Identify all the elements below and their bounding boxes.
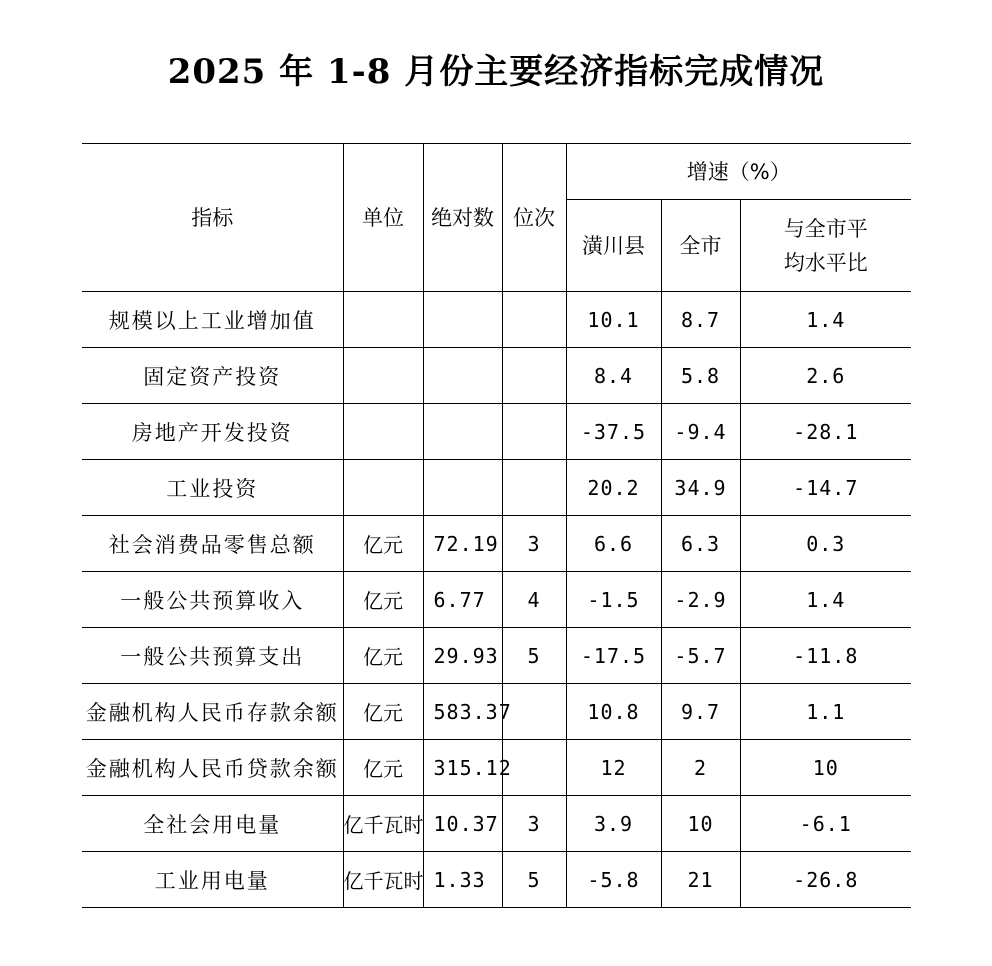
cell-absolute — [423, 460, 502, 516]
cell-city-growth: 5.8 — [661, 348, 740, 404]
cell-rank: 5 — [502, 852, 566, 908]
cell-county-growth: -17.5 — [566, 628, 661, 684]
cell-absolute: 29.93 — [423, 628, 502, 684]
cell-indicator-name: 金融机构人民币存款余额 — [82, 684, 343, 740]
cell-city-growth: 10 — [661, 796, 740, 852]
cell-rank — [502, 292, 566, 348]
cell-unit: 亿元 — [343, 628, 423, 684]
cell-indicator-name: 社会消费品零售总额 — [82, 516, 343, 572]
cell-compare: 10 — [740, 740, 911, 796]
cell-indicator-name: 全社会用电量 — [82, 796, 343, 852]
cell-county-growth: 6.6 — [566, 516, 661, 572]
cell-county-growth: 10.1 — [566, 292, 661, 348]
cell-unit — [343, 292, 423, 348]
cell-county-growth: 20.2 — [566, 460, 661, 516]
cell-compare: 1.1 — [740, 684, 911, 740]
cell-absolute — [423, 404, 502, 460]
cell-county-growth: 8.4 — [566, 348, 661, 404]
cell-absolute — [423, 292, 502, 348]
cell-county-growth: 12 — [566, 740, 661, 796]
cell-unit: 亿元 — [343, 684, 423, 740]
cell-city-growth: -9.4 — [661, 404, 740, 460]
cell-county-growth: 10.8 — [566, 684, 661, 740]
cell-compare: -28.1 — [740, 404, 911, 460]
cell-indicator-name: 工业用电量 — [82, 852, 343, 908]
cell-rank — [502, 404, 566, 460]
header-absolute: 绝对数 — [423, 144, 502, 292]
cell-city-growth: 6.3 — [661, 516, 740, 572]
table-row — [82, 852, 911, 908]
table-row — [82, 404, 911, 460]
cell-rank: 3 — [502, 796, 566, 852]
cell-compare: -26.8 — [740, 852, 911, 908]
header-compare — [740, 200, 911, 292]
cell-rank: 5 — [502, 628, 566, 684]
cell-absolute: 315.12 — [423, 740, 502, 796]
cell-absolute: 1.33 — [423, 852, 502, 908]
cell-compare: 1.4 — [740, 572, 911, 628]
cell-unit: 亿千瓦时 — [343, 852, 423, 908]
table-row — [82, 628, 911, 684]
cell-city-growth: 34.9 — [661, 460, 740, 516]
header-unit: 单位 — [343, 144, 423, 292]
header-compare-line1: 与全市平 — [783, 216, 868, 241]
cell-absolute: 72.19 — [423, 516, 502, 572]
cell-indicator-name: 一般公共预算收入 — [82, 572, 343, 628]
cell-county-growth: -1.5 — [566, 572, 661, 628]
cell-rank: 3 — [502, 516, 566, 572]
header-rank: 位次 — [502, 144, 566, 292]
cell-indicator-name: 规模以上工业增加值 — [82, 292, 343, 348]
page-title: 2025 年 1-8 月份主要经济指标完成情况 — [167, 52, 825, 92]
cell-indicator-name: 工业投资 — [82, 460, 343, 516]
cell-compare: 1.4 — [740, 292, 911, 348]
cell-compare: 0.3 — [740, 516, 911, 572]
cell-compare: -6.1 — [740, 796, 911, 852]
cell-city-growth: 8.7 — [661, 292, 740, 348]
cell-indicator-name: 金融机构人民币贷款余额 — [82, 740, 343, 796]
cell-absolute: 6.77 — [423, 572, 502, 628]
cell-compare: -14.7 — [740, 460, 911, 516]
cell-county-growth: -5.8 — [566, 852, 661, 908]
cell-unit: 亿元 — [343, 572, 423, 628]
cell-absolute: 583.37 — [423, 684, 502, 740]
cell-city-growth: 9.7 — [661, 684, 740, 740]
table-row — [82, 796, 911, 852]
cell-compare: 2.6 — [740, 348, 911, 404]
cell-unit: 亿千瓦时 — [343, 796, 423, 852]
cell-indicator-name: 一般公共预算支出 — [82, 628, 343, 684]
cell-county-growth: 3.9 — [566, 796, 661, 852]
table-row — [82, 348, 911, 404]
header-county: 潢川县 — [566, 200, 661, 292]
table-row — [82, 684, 911, 740]
table-row — [82, 292, 911, 348]
cell-absolute: 10.37 — [423, 796, 502, 852]
cell-city-growth: 2 — [661, 740, 740, 796]
table-row — [82, 572, 911, 628]
cell-city-growth: -2.9 — [661, 572, 740, 628]
header-compare-line2: 均水平比 — [783, 250, 868, 275]
table-row — [82, 516, 911, 572]
cell-unit — [343, 460, 423, 516]
cell-rank: 4 — [502, 572, 566, 628]
cell-compare: -11.8 — [740, 628, 911, 684]
cell-indicator-name: 固定资产投资 — [82, 348, 343, 404]
header-city: 全市 — [661, 200, 740, 292]
cell-indicator-name: 房地产开发投资 — [82, 404, 343, 460]
table-row — [82, 740, 911, 796]
header-growth-group: 增速（%） — [566, 144, 911, 200]
cell-city-growth: -5.7 — [661, 628, 740, 684]
cell-unit — [343, 348, 423, 404]
cell-rank — [502, 348, 566, 404]
cell-unit: 亿元 — [343, 516, 423, 572]
cell-unit: 亿元 — [343, 740, 423, 796]
table-row — [82, 460, 911, 516]
cell-county-growth: -37.5 — [566, 404, 661, 460]
indicators-table — [82, 143, 911, 908]
header-indicator: 指标 — [82, 144, 343, 292]
cell-rank — [502, 460, 566, 516]
cell-unit — [343, 404, 423, 460]
cell-city-growth: 21 — [661, 852, 740, 908]
cell-absolute — [423, 348, 502, 404]
